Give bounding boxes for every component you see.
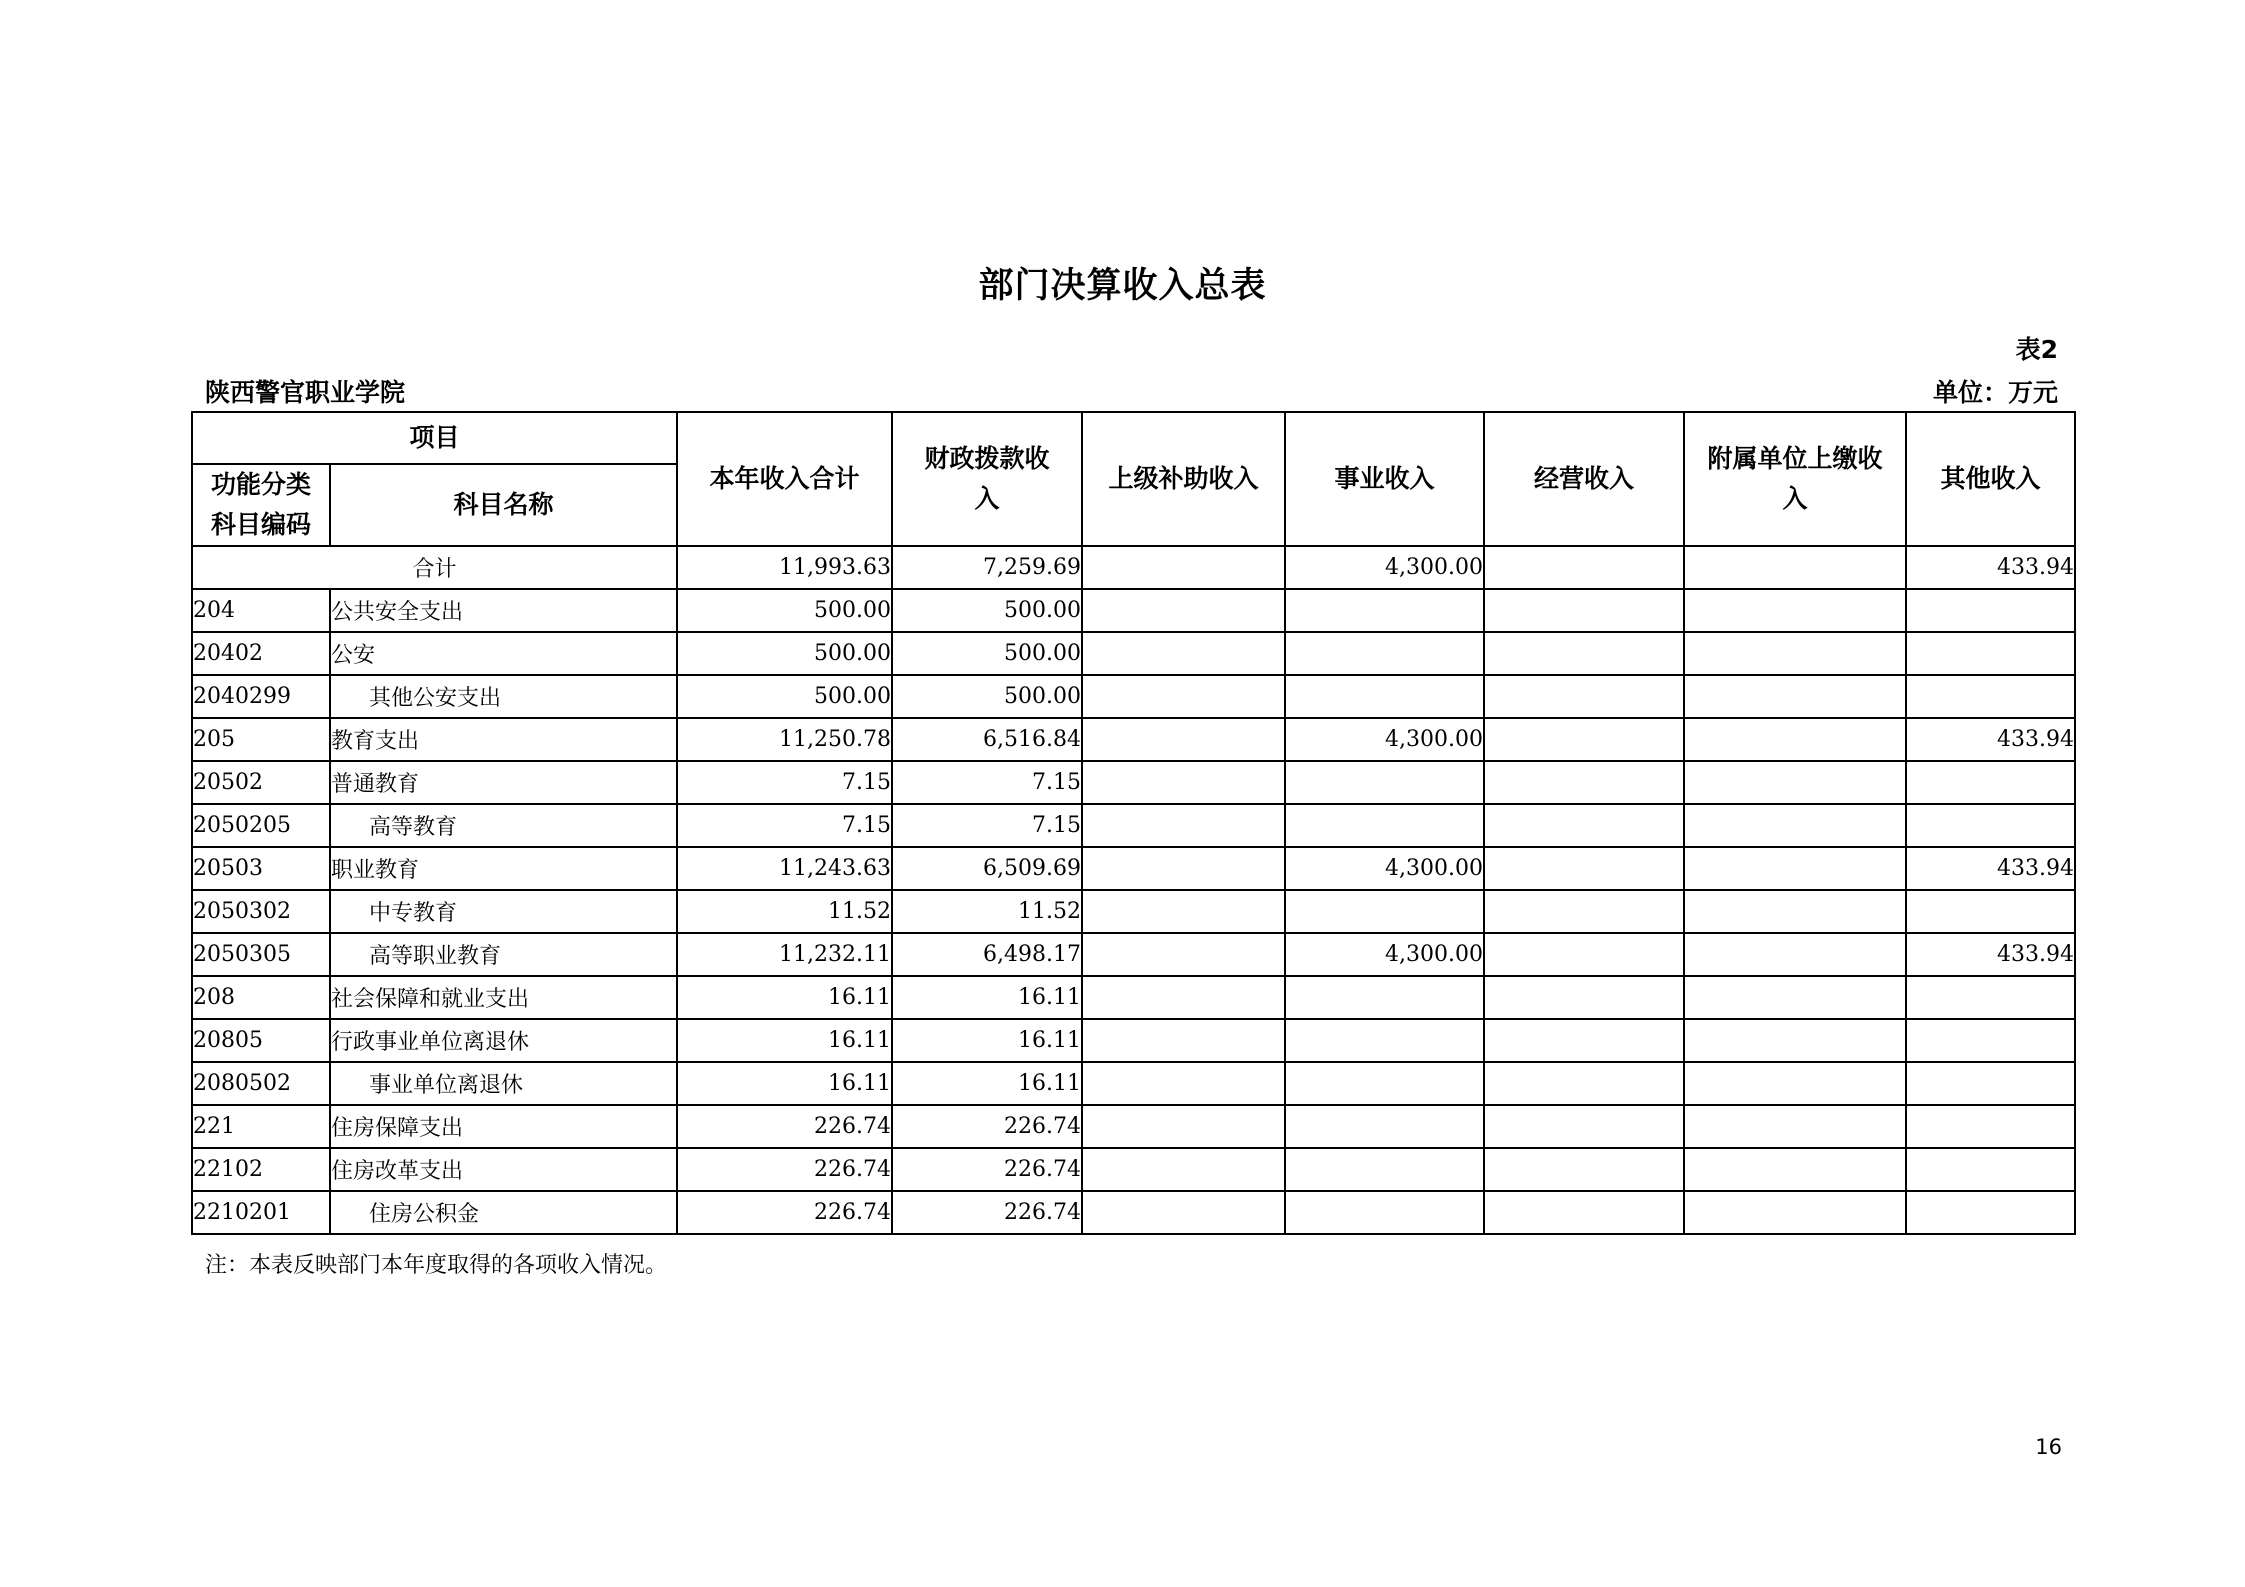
row-code: 20503: [192, 847, 330, 890]
row-name: 职业教育: [330, 847, 677, 890]
page-number: 16: [2035, 1435, 2062, 1459]
cell-other: [1906, 1019, 2075, 1062]
cell-total: 226.74: [677, 1191, 892, 1234]
row-name: 其他公安支出: [330, 675, 677, 718]
cell-affiliate: [1684, 1105, 1906, 1148]
row-code: 204: [192, 589, 330, 632]
cell-operating: [1484, 675, 1684, 718]
cell-other: 433.94: [1906, 933, 2075, 976]
header-affiliate: 附属单位上缴收入: [1684, 412, 1906, 546]
page-title: 部门决算收入总表: [978, 266, 1267, 306]
cell-operating: [1484, 718, 1684, 761]
cell-operating: [1484, 847, 1684, 890]
row-code: 221: [192, 1105, 330, 1148]
cell-operating: [1484, 1105, 1684, 1148]
cell-affiliate: [1684, 632, 1906, 675]
cell-other: 433.94: [1906, 718, 2075, 761]
cell-operating: [1484, 1148, 1684, 1191]
cell-business: 4,300.00: [1285, 718, 1484, 761]
row-name: 普通教育: [330, 761, 677, 804]
cell-superior: [1082, 847, 1285, 890]
row-name: 高等职业教育: [330, 933, 677, 976]
cell-operating: [1484, 632, 1684, 675]
table-row: [192, 890, 2075, 933]
row-code: 2050302: [192, 890, 330, 933]
cell-superior: [1082, 976, 1285, 1019]
header-operating: 经营收入: [1484, 412, 1684, 546]
cell-business: [1285, 1191, 1484, 1234]
cell-superior: [1082, 1062, 1285, 1105]
header-fiscal: 财政拨款收入: [892, 412, 1082, 546]
cell-fiscal: 16.11: [892, 976, 1082, 1019]
row-code: 2050205: [192, 804, 330, 847]
cell-operating: [1484, 890, 1684, 933]
cell-superior: [1082, 933, 1285, 976]
cell-total: 500.00: [677, 632, 892, 675]
cell-total: 226.74: [677, 1105, 892, 1148]
cell-affiliate: [1684, 1062, 1906, 1105]
cell-fiscal: 6,509.69: [892, 847, 1082, 890]
cell-total: 16.11: [677, 976, 892, 1019]
row-name: 住房公积金: [330, 1191, 677, 1234]
header-subject-name: 科目名称: [330, 464, 677, 546]
row-code: 208: [192, 976, 330, 1019]
income-summary-table: [191, 411, 2076, 1235]
cell-other: [1906, 632, 2075, 675]
cell-other: [1906, 890, 2075, 933]
cell-total: 11,250.78: [677, 718, 892, 761]
table-row: [192, 933, 2075, 976]
cell-business: [1285, 804, 1484, 847]
row-code: 2210201: [192, 1191, 330, 1234]
cell-operating: [1484, 933, 1684, 976]
header-func-code: 功能分类科目编码: [192, 464, 330, 546]
cell-superior: [1082, 1148, 1285, 1191]
header-item: 项目: [192, 412, 677, 464]
cell-total: 16.11: [677, 1019, 892, 1062]
unit-label: 单位：万元: [1932, 378, 2058, 407]
cell-affiliate: [1684, 847, 1906, 890]
cell-business: [1285, 1019, 1484, 1062]
cell-other: [1906, 1191, 2075, 1234]
row-code: 20502: [192, 761, 330, 804]
cell-fiscal: 7.15: [892, 761, 1082, 804]
row-name: 高等教育: [330, 804, 677, 847]
cell-fiscal: 500.00: [892, 632, 1082, 675]
cell-fiscal: 16.11: [892, 1062, 1082, 1105]
cell-superior: [1082, 1191, 1285, 1234]
cell-superior: [1082, 589, 1285, 632]
cell-business: 4,300.00: [1285, 847, 1484, 890]
cell-business: [1285, 976, 1484, 1019]
row-code: 20805: [192, 1019, 330, 1062]
header-business: 事业收入: [1285, 412, 1484, 546]
cell-business: [1285, 1105, 1484, 1148]
table-row: [192, 1191, 2075, 1234]
row-name: 行政事业单位离退休: [330, 1019, 677, 1062]
table-row: [192, 589, 2075, 632]
cell-fiscal: 226.74: [892, 1105, 1082, 1148]
row-code: 205: [192, 718, 330, 761]
total-cell-operating: [1484, 546, 1684, 589]
row-name: 教育支出: [330, 718, 677, 761]
table-row: [192, 1062, 2075, 1105]
cell-total: 16.11: [677, 1062, 892, 1105]
row-name: 中专教育: [330, 890, 677, 933]
cell-operating: [1484, 1062, 1684, 1105]
table-number: 表2: [2015, 335, 2058, 364]
cell-business: 4,300.00: [1285, 933, 1484, 976]
cell-superior: [1082, 632, 1285, 675]
cell-business: [1285, 1148, 1484, 1191]
row-name: 公共安全支出: [330, 589, 677, 632]
row-code: 2080502: [192, 1062, 330, 1105]
cell-other: [1906, 589, 2075, 632]
cell-affiliate: [1684, 1019, 1906, 1062]
cell-business: [1285, 632, 1484, 675]
row-name: 社会保障和就业支出: [330, 976, 677, 1019]
total-cell-fiscal: 7,259.69: [892, 546, 1082, 589]
cell-other: [1906, 1062, 2075, 1105]
cell-total: 11,243.63: [677, 847, 892, 890]
cell-business: [1285, 589, 1484, 632]
cell-affiliate: [1684, 718, 1906, 761]
cell-superior: [1082, 675, 1285, 718]
cell-other: [1906, 761, 2075, 804]
table-row: [192, 847, 2075, 890]
table-row: [192, 804, 2075, 847]
cell-fiscal: 6,498.17: [892, 933, 1082, 976]
cell-total: 226.74: [677, 1148, 892, 1191]
cell-operating: [1484, 761, 1684, 804]
total-row: [192, 546, 2075, 589]
table-row: [192, 1105, 2075, 1148]
cell-fiscal: 500.00: [892, 675, 1082, 718]
total-cell-total: 11,993.63: [677, 546, 892, 589]
row-code: 2050305: [192, 933, 330, 976]
header-total: 本年收入合计: [677, 412, 892, 546]
total-label: 合计: [192, 546, 677, 589]
cell-affiliate: [1684, 804, 1906, 847]
row-code: 22102: [192, 1148, 330, 1191]
cell-total: 11.52: [677, 890, 892, 933]
cell-other: [1906, 804, 2075, 847]
table-row: [192, 632, 2075, 675]
total-cell-business: 4,300.00: [1285, 546, 1484, 589]
cell-total: 7.15: [677, 761, 892, 804]
cell-fiscal: 7.15: [892, 804, 1082, 847]
header-other: 其他收入: [1906, 412, 2075, 546]
cell-affiliate: [1684, 933, 1906, 976]
cell-business: [1285, 675, 1484, 718]
cell-affiliate: [1684, 890, 1906, 933]
cell-other: [1906, 675, 2075, 718]
cell-superior: [1082, 890, 1285, 933]
cell-superior: [1082, 1019, 1285, 1062]
cell-superior: [1082, 761, 1285, 804]
row-name: 住房改革支出: [330, 1148, 677, 1191]
cell-other: [1906, 1105, 2075, 1148]
cell-affiliate: [1684, 1191, 1906, 1234]
cell-other: [1906, 976, 2075, 1019]
cell-superior: [1082, 804, 1285, 847]
cell-business: [1285, 1062, 1484, 1105]
cell-affiliate: [1684, 1148, 1906, 1191]
cell-operating: [1484, 976, 1684, 1019]
cell-other: [1906, 1148, 2075, 1191]
total-cell-affiliate: [1684, 546, 1906, 589]
cell-other: 433.94: [1906, 847, 2075, 890]
cell-fiscal: 16.11: [892, 1019, 1082, 1062]
header-superior: 上级补助收入: [1082, 412, 1285, 546]
cell-operating: [1484, 1191, 1684, 1234]
organization-name: 陕西警官职业学院: [205, 378, 406, 407]
row-name: 公安: [330, 632, 677, 675]
table-row: [192, 718, 2075, 761]
cell-operating: [1484, 804, 1684, 847]
cell-operating: [1484, 589, 1684, 632]
total-cell-superior: [1082, 546, 1285, 589]
table-row: [192, 761, 2075, 804]
cell-fiscal: 226.74: [892, 1148, 1082, 1191]
cell-total: 500.00: [677, 589, 892, 632]
total-cell-other: 433.94: [1906, 546, 2075, 589]
row-name: 事业单位离退休: [330, 1062, 677, 1105]
cell-superior: [1082, 1105, 1285, 1148]
cell-affiliate: [1684, 761, 1906, 804]
cell-operating: [1484, 1019, 1684, 1062]
cell-affiliate: [1684, 675, 1906, 718]
table-row: [192, 1019, 2075, 1062]
cell-superior: [1082, 718, 1285, 761]
row-code: 20402: [192, 632, 330, 675]
cell-business: [1285, 890, 1484, 933]
table-row: [192, 675, 2075, 718]
cell-business: [1285, 761, 1484, 804]
cell-fiscal: 500.00: [892, 589, 1082, 632]
cell-total: 11,232.11: [677, 933, 892, 976]
cell-fiscal: 226.74: [892, 1191, 1082, 1234]
table-note: 注：本表反映部门本年度取得的各项收入情况。: [205, 1253, 668, 1278]
table-row: [192, 1148, 2075, 1191]
cell-affiliate: [1684, 589, 1906, 632]
cell-total: 7.15: [677, 804, 892, 847]
cell-fiscal: 6,516.84: [892, 718, 1082, 761]
cell-affiliate: [1684, 976, 1906, 1019]
row-code: 2040299: [192, 675, 330, 718]
table-row: [192, 976, 2075, 1019]
row-name: 住房保障支出: [330, 1105, 677, 1148]
cell-fiscal: 11.52: [892, 890, 1082, 933]
cell-total: 500.00: [677, 675, 892, 718]
